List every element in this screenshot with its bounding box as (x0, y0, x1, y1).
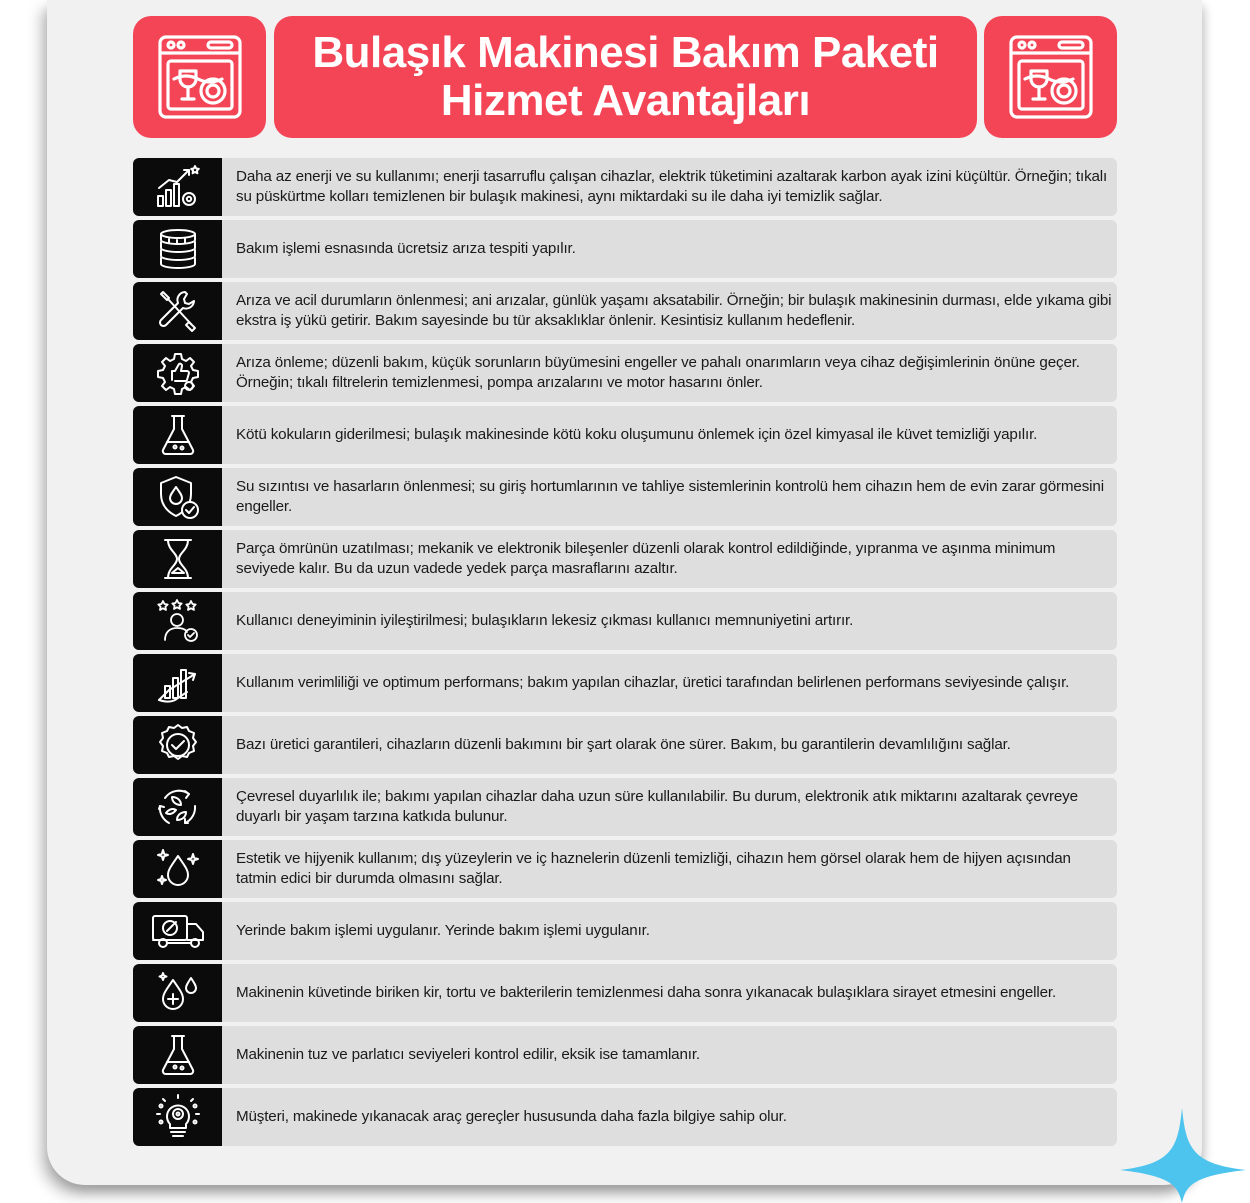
header-left-badge (133, 16, 266, 138)
icon-box (133, 220, 222, 278)
icon-box (133, 530, 222, 588)
item-text: Kullanım verimliliği ve optimum performans; bakım yapılan cihazlar, üretici tarafından belirlenen performans seviyesinde çalışır. (236, 674, 1070, 691)
list-item (133, 1088, 1117, 1146)
list-item (133, 964, 1117, 1022)
icon-box (133, 592, 222, 650)
list-item (133, 902, 1117, 960)
list-item (133, 344, 1117, 402)
icon-box (133, 778, 222, 836)
shield-drop-icon (155, 474, 201, 520)
item-text: Daha az enerji ve su kullanımı; enerji tasarruflu çalışan cihazlar, elektrik tüketimini azaltarak karbon ayak izini küçültür. Örneğin; tıkalı su püskürtme kolları temizlenen bir bulaşık makinesi, aynı miktardaki su ile daha iyi temizlik sağlar. (236, 168, 1108, 205)
drops-plus-icon (155, 970, 201, 1016)
item-text: Kötü kokuların giderilmesi; bulaşık makinesinde kötü koku oluşumunu önlemek için özel kimyasal ile küvet temizliği yapılır. (236, 426, 1038, 443)
icon-box (133, 158, 222, 216)
header-right-badge (984, 16, 1117, 138)
icon-box (133, 840, 222, 898)
chart-hand-icon (155, 660, 201, 706)
coin-stack-icon (155, 226, 201, 272)
sparkle-drop-icon (155, 846, 201, 892)
item-text: Bakım işlemi esnasında ücretsiz arıza tespiti yapılır. (236, 240, 576, 257)
sparkle-star-icon (1120, 1108, 1246, 1203)
list-item (133, 716, 1117, 774)
list-item (133, 654, 1117, 712)
icon-box (133, 1026, 222, 1084)
item-text: Arıza ve acil durumların önlenmesi; ani arızalar, günlük yaşamı aksatabilir. Örneğin; bir bulaşık makinesinin durması, elde yıkama gibi ekstra iş yükü getirir. Bakım sayesinde bu tür aksaklıklar önlenir. Kesintisiz kullanım hedeflenir. (236, 292, 1112, 329)
title-line-2: Hizmet Avantajları (440, 76, 811, 125)
tools-icon (155, 288, 201, 334)
list-item (133, 468, 1117, 526)
energy-growth-icon (155, 164, 201, 210)
title-line-1: Bulaşık Makinesi Bakım Paketi (312, 28, 939, 77)
list-item (133, 220, 1117, 278)
gear-thumbs-up-icon (155, 350, 201, 396)
list-item (133, 592, 1117, 650)
list-item (133, 158, 1117, 216)
list-item (133, 406, 1117, 464)
flask-icon (155, 412, 201, 458)
badge-check-icon (155, 722, 201, 768)
icon-box (133, 282, 222, 340)
dishwasher-icon (1007, 33, 1095, 121)
user-stars-icon (155, 598, 201, 644)
item-text: Arıza önleme; düzenli bakım, küçük sorunların büyümesini engeller ve pahalı onarımların veya cihaz değişimlerinin önüne geçer. Örneğin; tıkalı filtrelerin temizlenmesi, pompa arızalarını ve motor hasarını önler. (236, 354, 1080, 391)
list-item (133, 778, 1117, 836)
item-text: Su sızıntısı ve hasarların önlenmesi; su giriş hortumlarının ve tahliye sistemlerinin kontrolü hem cihazın hem de evin zarar görmesini engeller. (236, 478, 1104, 515)
page-title (274, 16, 977, 138)
hourglass-icon (155, 536, 201, 582)
list-item (133, 840, 1117, 898)
icon-box (133, 964, 222, 1022)
lightbulb-idea-icon (155, 1094, 201, 1140)
icon-box (133, 716, 222, 774)
icon-box (133, 1088, 222, 1146)
flask-icon (155, 1032, 201, 1078)
item-text: Bazı üretici garantileri, cihazların düzenli bakımını bir şart olarak öne sürer. Bakım, bu garantilerin devamlılığını sağlar. (236, 736, 1011, 753)
item-text: Yerinde bakım işlemi uygulanır. Yerinde bakım işlemi uygulanır. (236, 922, 650, 939)
icon-box (133, 902, 222, 960)
list-item (133, 282, 1117, 340)
service-truck-icon (150, 908, 206, 954)
dishwasher-icon (156, 33, 244, 121)
icon-box (133, 468, 222, 526)
item-text: Kullanıcı deneyiminin iyileştirilmesi; bulaşıkların lekesiz çıkması kullanıcı memnuniyetini artırır. (236, 612, 854, 629)
item-text: Çevresel duyarlılık ile; bakımı yapılan cihazlar daha uzun süre kullanılabilir. Bu durum, elektronik atık miktarını azaltarak çevreye duyarlı bir yaşam tarzına katkıda bulunur. (236, 788, 1078, 825)
item-text: Makinenin tuz ve parlatıcı seviyeleri kontrol edilir, eksik ise tamamlanır. (236, 1046, 700, 1063)
item-text: Parça ömrünün uzatılması; mekanik ve elektronik bileşenler düzenli olarak kontrol edildiğinde, yıpranma ve aşınma minimum seviyede kalır. Bu da uzun vadede yedek parça masraflarını azaltır. (236, 540, 1056, 577)
icon-box (133, 406, 222, 464)
list-item (133, 530, 1117, 588)
list-item (133, 1026, 1117, 1084)
icon-box (133, 344, 222, 402)
icon-box (133, 654, 222, 712)
eco-recycle-icon (155, 784, 201, 830)
item-text: Müşteri, makinede yıkanacak araç gereçler hususunda daha fazla bilgiye sahip olur. (236, 1108, 787, 1125)
item-text: Makinenin küvetinde biriken kir, tortu ve bakterilerin temizlenmesi daha sonra yıkanacak bulaşıklara sirayet etmesini engeller. (236, 984, 1057, 1001)
item-text: Estetik ve hijyenik kullanım; dış yüzeylerin ve iç haznelerin düzenli temizliği, cihazın hem görsel olarak hem de hijyen açısından tatmin edici bir durumda olmasını sağlar. (236, 850, 1071, 887)
